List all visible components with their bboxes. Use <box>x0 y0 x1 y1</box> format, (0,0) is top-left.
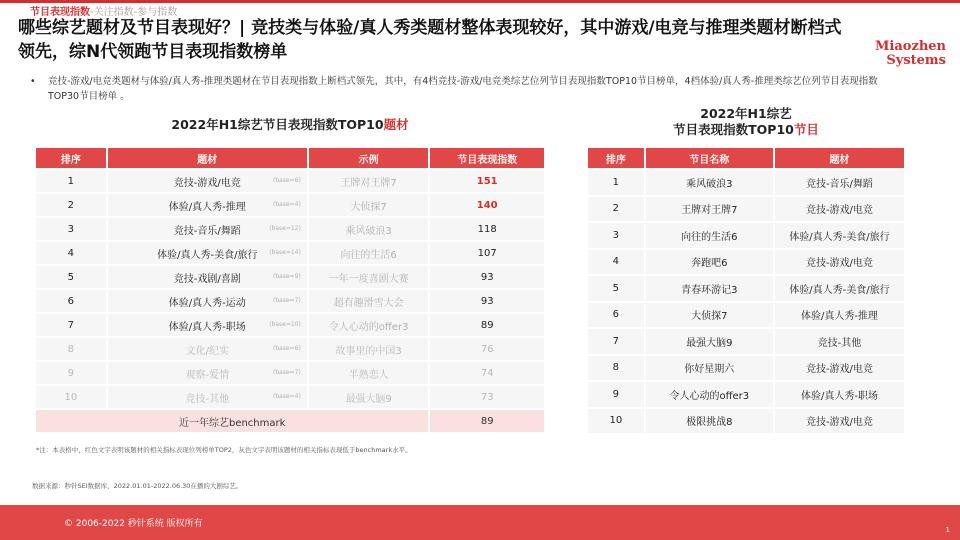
summary-bullet <box>30 74 880 104</box>
rank-cell: 9 <box>588 382 644 407</box>
table-row <box>588 409 904 434</box>
table-row <box>36 242 544 264</box>
genre-label: 体验/真人秀-职场 <box>168 321 246 333</box>
header-rank: 排序 <box>588 148 644 168</box>
left-title-main: 2022年H1综艺节目表现指数TOP10 <box>171 117 384 132</box>
genre-label: 体验/真人秀-美食/旅行 <box>157 249 258 261</box>
example-cell: 超有趣滑雪大会 <box>309 290 429 312</box>
genre-label: 竞技-游戏/电竞 <box>173 177 241 189</box>
copyright-text: © 2006-2022 秒针系统 版权所有 <box>64 519 203 529</box>
rank-cell: 3 <box>36 218 106 240</box>
table-row <box>36 218 544 240</box>
base-label: (base=9) <box>273 273 301 280</box>
footer-bar <box>0 505 960 540</box>
logo-line-1: Miaozhen <box>875 39 946 54</box>
rank-cell: 2 <box>588 197 644 222</box>
page-number: 1 <box>945 526 950 534</box>
genre-label: 竞技-其他 <box>185 393 230 405</box>
genre-cell: 竞技-游戏/电竞 <box>775 409 904 434</box>
genre-cell <box>108 170 307 192</box>
bullet-text: 竞技-游戏/电竞类题材与体验/真人秀-推理类题材在节目表现指数上断档式领先，其中，有4档竞技-游戏/电竞类综艺位列节目表现指数TOP10节目榜单，4档体验/真人秀-推理类综艺位列节目表现指数TOP30节目榜单 。 <box>48 76 878 102</box>
example-cell: 半熟恋人 <box>309 362 429 384</box>
example-cell: 故事里的中国3 <box>309 338 429 360</box>
program-name-cell: 大侦探7 <box>646 303 773 328</box>
table-row <box>36 386 544 408</box>
table-row <box>36 314 544 336</box>
rank-cell: 7 <box>36 314 106 336</box>
example-cell: 向往的生活6 <box>309 242 429 264</box>
genre-cell: 体验/真人秀-职场 <box>775 382 904 407</box>
score-cell: 151 <box>430 170 544 192</box>
program-ranking-table <box>586 146 906 435</box>
table-row <box>588 170 904 195</box>
table-row <box>588 197 904 222</box>
genre-cell: 竞技-游戏/电竞 <box>775 250 904 275</box>
right-title-red: 节目 <box>793 122 819 137</box>
program-name-cell: 奔跑吧6 <box>646 250 773 275</box>
benchmark-label: 近一年综艺benchmark <box>36 410 428 432</box>
base-label: (base=7) <box>273 369 301 376</box>
header-program-name: 节目名称 <box>646 148 773 168</box>
logo-line-2: Systems <box>886 53 946 68</box>
base-label: (base=6) <box>273 177 301 184</box>
right-title-main: 节目表现指数TOP10 <box>673 122 794 137</box>
bullet-dot: • <box>30 76 36 87</box>
rank-cell: 1 <box>588 170 644 195</box>
example-cell: 一年一度喜剧大赛 <box>309 266 429 288</box>
base-label: (base=4) <box>273 201 301 208</box>
example-cell: 大侦探7 <box>309 194 429 216</box>
table-row <box>588 329 904 354</box>
page-title: 哪些综艺题材及节目表现好？| 竞技类与体验/真人秀类题材整体表现较好，其中游戏/电竞与推理类题材断档式领先，综N代领跑节目表现指数榜单 <box>18 18 842 62</box>
rank-cell: 8 <box>36 338 106 360</box>
rank-cell: 2 <box>36 194 106 216</box>
example-cell: 令人心动的offer3 <box>309 314 429 336</box>
genre-cell: 体验/真人秀-推理 <box>775 303 904 328</box>
rank-cell: 9 <box>36 362 106 384</box>
program-name-cell: 乘风破浪3 <box>646 170 773 195</box>
score-cell: 74 <box>430 362 544 384</box>
rank-cell: 10 <box>588 409 644 434</box>
score-cell: 107 <box>430 242 544 264</box>
rank-cell: 8 <box>588 356 644 381</box>
company-logo <box>856 40 946 68</box>
rank-cell: 5 <box>588 276 644 301</box>
genre-label: 竞技-音乐/舞蹈 <box>173 225 241 237</box>
table-row <box>588 276 904 301</box>
rank-cell: 4 <box>36 242 106 264</box>
genre-cell: 竞技-音乐/舞蹈 <box>775 170 904 195</box>
rank-cell: 6 <box>588 303 644 328</box>
example-cell: 王牌对王牌7 <box>309 170 429 192</box>
program-name-cell: 极限挑战8 <box>646 409 773 434</box>
table-row <box>588 223 904 248</box>
benchmark-score: 89 <box>430 410 544 432</box>
table-row <box>588 382 904 407</box>
base-label: (base=7) <box>273 297 301 304</box>
left-title-red: 题材 <box>383 117 409 132</box>
genre-cell <box>108 266 307 288</box>
rank-cell: 4 <box>588 250 644 275</box>
table-row <box>36 338 544 360</box>
genre-cell <box>108 386 307 408</box>
base-label: (base=12) <box>269 225 301 232</box>
base-label: (base=4) <box>273 393 301 400</box>
score-cell: 118 <box>430 218 544 240</box>
table-row <box>36 266 544 288</box>
score-cell: 89 <box>430 314 544 336</box>
genre-label: 体验/真人秀-推理 <box>168 201 246 213</box>
table-row <box>36 362 544 384</box>
genre-cell <box>108 218 307 240</box>
genre-cell <box>108 338 307 360</box>
score-cell: 73 <box>430 386 544 408</box>
rank-cell: 3 <box>588 223 644 248</box>
genre-cell: 竞技-游戏/电竞 <box>775 197 904 222</box>
genre-cell <box>108 194 307 216</box>
breadcrumb-rest: -关注指数-参与指数 <box>90 7 178 18</box>
score-cell: 76 <box>430 338 544 360</box>
genre-cell: 竞技-游戏/电竞 <box>775 356 904 381</box>
header-rank: 排序 <box>36 148 106 168</box>
table-row <box>588 303 904 328</box>
program-name-cell: 向往的生活6 <box>646 223 773 248</box>
genre-cell <box>108 362 307 384</box>
genre-cell: 竞技-其他 <box>775 329 904 354</box>
base-label: (base=14) <box>269 249 301 256</box>
table-header-row <box>36 148 544 168</box>
rank-cell: 5 <box>36 266 106 288</box>
score-cell: 93 <box>430 290 544 312</box>
table-row <box>36 290 544 312</box>
table-row <box>36 194 544 216</box>
rank-cell: 6 <box>36 290 106 312</box>
genre-label: 观察-爱情 <box>185 369 230 381</box>
genre-cell <box>108 242 307 264</box>
base-label: (base=6) <box>273 345 301 352</box>
example-cell: 最强大脑9 <box>309 386 429 408</box>
table-row <box>588 250 904 275</box>
left-table-title <box>36 115 544 133</box>
table-row <box>588 356 904 381</box>
table-header-row <box>588 148 904 168</box>
right-title-line-1: 2022年H1综艺 <box>700 106 792 121</box>
header-example: 示例 <box>309 148 429 168</box>
header-genre: 题材 <box>108 148 307 168</box>
score-cell: 93 <box>430 266 544 288</box>
right-title-line-2 <box>586 122 906 138</box>
genre-cell: 体验/真人秀-美食/旅行 <box>775 276 904 301</box>
breadcrumb-active: 节目表现指数 <box>30 7 90 18</box>
rank-cell: 7 <box>588 329 644 354</box>
right-table-title <box>586 106 906 138</box>
header-score: 节目表现指数 <box>430 148 544 168</box>
table-footnote: *注：本表格中，红色文字表明该题材的相关指标表现位列榜单TOP2，灰色文字表明该题材的相关指标表现低于benchmark水平。 <box>36 446 412 454</box>
data-source: 数据来源：秒针SEI数据库，2022.01.01-2022.06.30在播的大剧综艺。 <box>32 482 243 490</box>
program-name-cell: 你好星期六 <box>646 356 773 381</box>
genre-label: 文化/纪实 <box>185 345 229 357</box>
program-name-cell: 王牌对王牌7 <box>646 197 773 222</box>
rank-cell: 10 <box>36 386 106 408</box>
example-cell: 乘风破浪3 <box>309 218 429 240</box>
rank-cell: 1 <box>36 170 106 192</box>
benchmark-row <box>36 410 544 432</box>
genre-label: 体验/真人秀-运动 <box>168 297 246 309</box>
genre-cell: 体验/真人秀-美食/旅行 <box>775 223 904 248</box>
header-genre: 题材 <box>775 148 904 168</box>
table-row <box>36 170 544 192</box>
base-label: (base=10) <box>269 321 301 328</box>
genre-ranking-table <box>34 146 546 434</box>
program-name-cell: 令人心动的offer3 <box>646 382 773 407</box>
program-name-cell: 最强大脑9 <box>646 329 773 354</box>
score-cell: 140 <box>430 194 544 216</box>
genre-label: 竞技-戏剧/喜剧 <box>173 273 241 285</box>
genre-cell <box>108 290 307 312</box>
genre-cell <box>108 314 307 336</box>
program-name-cell: 青春环游记3 <box>646 276 773 301</box>
